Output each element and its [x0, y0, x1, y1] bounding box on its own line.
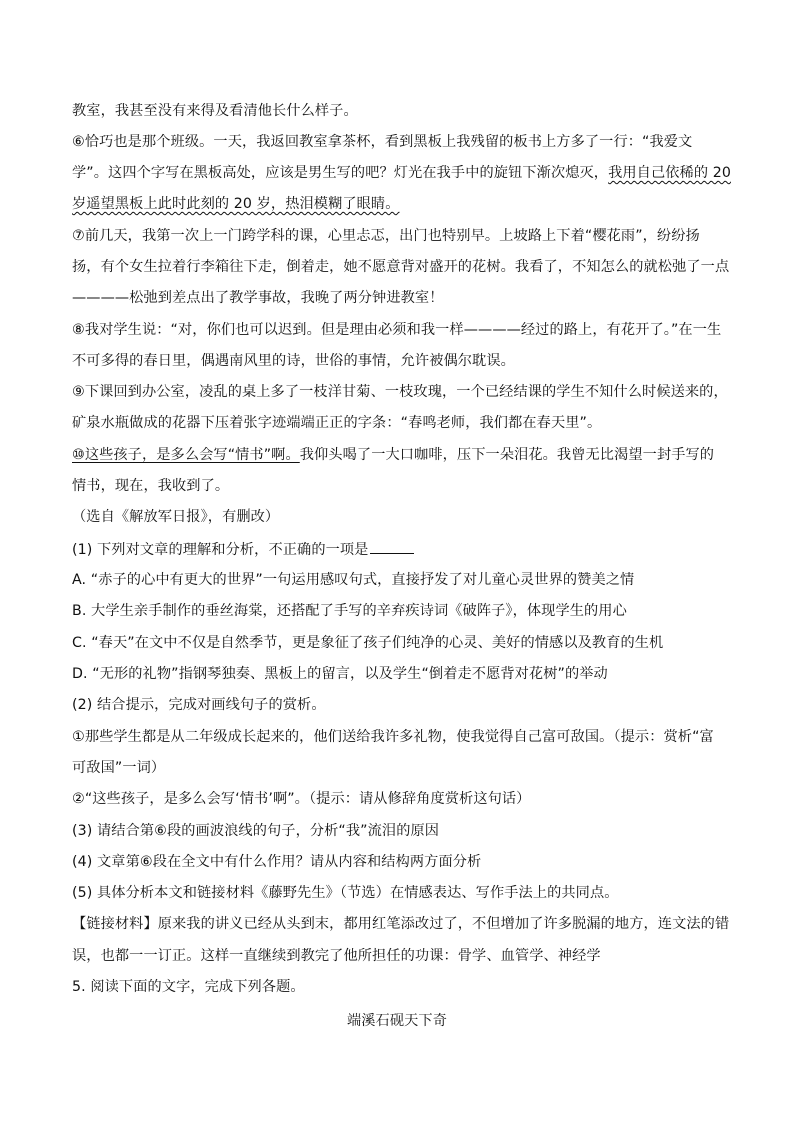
paragraph-7-start: ⑦前几天，我第一次上一门跨学科的课，心里忐忑，出门也特别早。上坡路上下着“樱花雨”，纷纷扬 [72, 228, 700, 244]
passage-line: 不可多得的春日里，偶遇南风里的诗，世俗的事情，允许被偶尔耽误。 [72, 353, 515, 369]
option-d: D. “无形的礼物”指钢琴独奏、黑板上的留言，以及学生“倒着走不愿背对花树”的举动 [72, 666, 608, 682]
wavy-underlined-sentence: 我用自己依稀的 20 [608, 165, 731, 181]
paragraph-9-start: ⑨下课回到办公室，凌乱的桌上多了一枝洋甘菊、一枝玫瑰，一个已经结课的学生不知什么时候送来的， [72, 384, 728, 400]
link-material: 【链接材料】原来我的讲义已经从头到末，都用红笔添改过了，不但增加了许多脱漏的地方，连文法的错 [72, 916, 730, 932]
question-4: (4) 文章第⑥段在全文中有什么作用？请从内容和结构两方面分析 [72, 854, 482, 870]
next-passage-title: 端溪石砚天下奇 [346, 1013, 447, 1029]
link-material-cont: 误，也都一一订正。这样一直继续到教完了他所担任的功课：骨学、血管学、神经学 [72, 948, 601, 964]
paragraph-8-start: ⑧我对学生说：“对，你们也可以迟到。但是理由必须和我一样————经过的路上，有花开了。”在一生 [72, 322, 722, 338]
question-2-part-1: ①那些学生都是从二年级成长起来的，他们送给我许多礼物，使我觉得自己富可敌国。（提示：赏析“富 [72, 729, 714, 745]
passage-line: 教室，我甚至没有来得及看清他长什么样子。 [72, 103, 358, 119]
option-a: A. “赤子的心中有更大的世界”一句运用感叹句式，直接抒发了对儿童心灵世界的赞美之情 [72, 572, 635, 588]
paragraph-10-start [72, 445, 732, 465]
question-2-part-2: ②“这些孩子，是多么会写‘情书’啊”。（提示：请从修辞角度赏析这句话） [72, 791, 531, 807]
question-1 [72, 539, 732, 560]
passage-text: 我仰头喝了一大口咖啡，压下一朵泪花。我曾无比渴望一封手写的 [299, 447, 715, 463]
passage-line: ————松弛到差点出了教学事故，我晚了两分钟进教室！ [72, 290, 444, 306]
paragraph-6-start: ⑥恰巧也是那个班级。一天，我返回教室拿茶杯，看到黑板上我残留的板书上方多了一行：“我爱文 [72, 134, 693, 150]
answer-blank[interactable] [370, 539, 414, 554]
question-5: (5) 具体分析本文和链接材料《藤野先生》（节选）在情感表达、写作手法上的共同点。 [72, 885, 619, 901]
option-c: C. “春天”在文中不仅是自然季节，更是象征了孩子们纯净的心灵、美好的情感以及教育的生机 [72, 635, 664, 651]
next-question-heading: 5. 阅读下面的文字，完成下列各题。 [72, 979, 305, 995]
question-3: (3) 请结合第⑥段的画波浪线的句子，分析“我”流泪的原因 [72, 823, 440, 839]
question-text: (1) 下列对文章的理解和分析，不正确的一项是 [72, 542, 369, 558]
passage-line [72, 163, 732, 183]
passage-text: 学”。这四个字写在黑板高处，应该是男生写的吧？灯光在我手中的旋钮下渐次熄灭， [72, 165, 609, 181]
underlined-sentence: ⑩这些孩子，是多么会写“情书”啊。 [72, 447, 300, 463]
option-b: B. 大学生亲手制作的垂丝海棠，还搭配了手写的辛弃疾诗词《破阵子》，体现学生的用心 [72, 603, 627, 619]
question-2-part-1-cont: 可敌国”一词） [72, 760, 166, 776]
question-2: (2) 结合提示，完成对画线句子的赏析。 [72, 697, 326, 713]
passage-line [72, 194, 732, 214]
source-citation: （选自《解放军日报》，有删改） [72, 509, 280, 525]
passage-line: 情书，现在，我收到了。 [72, 478, 230, 494]
wavy-underlined-sentence: 岁遥望黑板上此时此刻的 20 岁，热泪模糊了眼睛。 [72, 196, 400, 212]
passage-line: 矿泉水瓶做成的花器下压着张字迹端端正正的字条：“春鸣老师，我们都在春天里”。 [72, 415, 602, 431]
passage-line: 扬，有个女生拉着行李箱往下走，倒着走，她不愿意背对盛开的花树。我看了，不知怎么的就松弛了一点 [72, 259, 730, 275]
